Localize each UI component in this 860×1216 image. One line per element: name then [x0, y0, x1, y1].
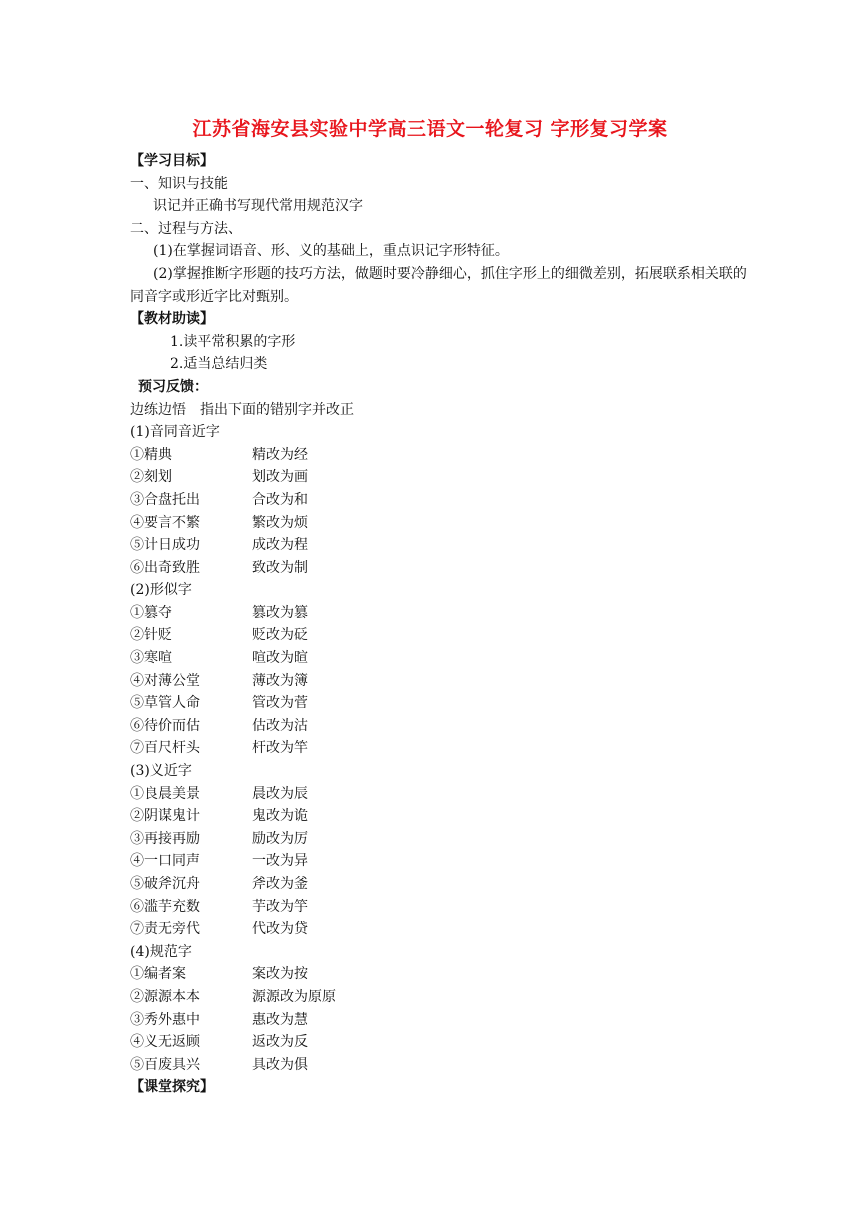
- correction-item: [130, 896, 750, 919]
- correction-text: 鬼改为诡: [252, 808, 308, 825]
- erroneous-term: ④对薄公堂: [130, 672, 200, 689]
- group-label: (2)形似字: [130, 582, 192, 599]
- correction-text: 划改为画: [252, 469, 308, 486]
- erroneous-term: ③秀外惠中: [130, 1011, 200, 1028]
- correction-item: [130, 534, 750, 557]
- erroneous-term: ⑦百尺杆头: [130, 740, 200, 757]
- erroneous-term: ②刻划: [130, 469, 172, 486]
- goal-knowledge: 一、知识与技能: [130, 175, 228, 192]
- correction-item: [130, 715, 750, 738]
- erroneous-term: ①精典: [130, 446, 172, 463]
- document-title: 江苏省海安县实验中学高三语文一轮复习 字形复习学案: [192, 118, 668, 140]
- correction-item: [130, 986, 750, 1009]
- erroneous-term: ⑥待价而估: [130, 717, 200, 734]
- correction-item: [130, 557, 750, 580]
- erroneous-term: ⑤计日成功: [130, 537, 200, 554]
- correction-text: 管改为菅: [252, 695, 308, 712]
- group-label: (4)规范字: [130, 943, 192, 960]
- erroneous-term: ⑤百废具兴: [130, 1056, 200, 1073]
- erroneous-term: ③寒喧: [130, 650, 172, 667]
- correction-item: [130, 602, 750, 625]
- guide-item-1: 1.读平常积累的字形: [170, 333, 296, 350]
- group-label: (1)音同音近字: [130, 424, 220, 441]
- correction-item: [130, 647, 750, 670]
- explore-header: 【课堂探究】: [130, 1079, 214, 1096]
- correction-item: [130, 670, 750, 693]
- erroneous-term: ⑥滥芋充数: [130, 898, 200, 915]
- correction-text: 励改为厉: [252, 830, 308, 847]
- guide-item-2: 2.适当总结归类: [170, 356, 268, 373]
- correction-text: 喧改为暄: [252, 650, 308, 667]
- correction-item: [130, 1054, 750, 1077]
- goal-knowledge-detail: 识记并正确书写现代常用规范汉字: [153, 198, 363, 215]
- erroneous-term: ④要言不繁: [130, 514, 200, 531]
- erroneous-term: ②针贬: [130, 627, 172, 644]
- erroneous-term: ③再接再励: [130, 830, 200, 847]
- correction-text: 源源改为原原: [252, 988, 336, 1005]
- correction-text: 一改为异: [252, 853, 308, 870]
- correction-item: [130, 828, 750, 851]
- preview-header: 预习反馈：: [138, 378, 208, 395]
- correction-text: 具改为俱: [252, 1056, 308, 1073]
- correction-text: 案改为按: [252, 966, 308, 983]
- correction-item: [130, 805, 750, 828]
- correction-item: [130, 1031, 750, 1054]
- group-label: (3)义近字: [130, 763, 192, 780]
- correction-text: 斧改为釜: [252, 876, 308, 892]
- correction-text: 代改为贷: [252, 921, 308, 938]
- erroneous-term: ①良晨美景: [130, 785, 200, 802]
- goals-header: 【学习目标】: [130, 153, 214, 169]
- erroneous-term: ①编者案: [130, 966, 186, 983]
- correction-item: [130, 850, 750, 873]
- correction-text: 估改为沽: [252, 717, 308, 734]
- correction-item: [130, 692, 750, 715]
- document-body: [130, 150, 750, 1099]
- erroneous-term: ①篡夺: [130, 604, 172, 621]
- correction-groups: [130, 421, 750, 1076]
- correction-text: 晨改为辰: [252, 785, 308, 802]
- correction-item: [130, 783, 750, 806]
- correction-item: [130, 1009, 750, 1032]
- correction-item: [130, 489, 750, 512]
- correction-item: [130, 918, 750, 941]
- correction-text: 致改为制: [252, 559, 308, 576]
- correction-text: 杆改为竿: [252, 740, 308, 757]
- erroneous-term: ④义无返顾: [130, 1034, 200, 1051]
- practice-intro: 边练边悟 指出下面的错别字并改正: [130, 401, 354, 418]
- correction-text: 成改为程: [252, 537, 308, 554]
- erroneous-term: ⑥出奇致胜: [130, 559, 200, 576]
- correction-item: [130, 737, 750, 760]
- goal-process-point-2: [130, 263, 750, 308]
- correction-item: [130, 963, 750, 986]
- correction-text: 惠改为慧: [252, 1011, 308, 1028]
- erroneous-term: ④一口同声: [130, 853, 200, 870]
- erroneous-term: ⑤草管人命: [130, 695, 200, 712]
- correction-item: [130, 512, 750, 535]
- goal-process-point-1: (1)在掌握词语音、形、义的基础上，重点识记字形特征。: [153, 243, 509, 260]
- erroneous-term: ③合盘托出: [130, 491, 200, 508]
- correction-item: [130, 444, 750, 467]
- correction-item: [130, 624, 750, 647]
- correction-item: [130, 873, 750, 896]
- correction-text: 繁改为烦: [252, 514, 308, 531]
- erroneous-term: ⑤破斧沉舟: [130, 876, 200, 892]
- correction-text: 精改为经: [252, 446, 308, 463]
- erroneous-term: ②源源本本: [130, 988, 200, 1005]
- guide-header: 【教材助读】: [130, 311, 214, 328]
- correction-text: 贬改为砭: [252, 627, 308, 644]
- correction-text: 合改为和: [252, 491, 308, 508]
- erroneous-term: ②阴谋鬼计: [130, 808, 200, 825]
- goal-process-point-2-text: (2)掌握推断字形题的技巧方法，做题时要冷静细心，抓住字形上的细微差别，拓展联系相关联的同音字或形近字比对甄别。: [130, 265, 747, 305]
- correction-text: 篡改为篡: [252, 604, 308, 621]
- goal-process: 二、过程与方法、: [130, 220, 242, 237]
- correction-item: [130, 466, 750, 489]
- correction-text: 薄改为簿: [252, 672, 308, 689]
- erroneous-term: ⑦责无旁代: [130, 921, 200, 938]
- correction-text: 芋改为竽: [252, 898, 308, 915]
- correction-text: 返改为反: [252, 1034, 308, 1051]
